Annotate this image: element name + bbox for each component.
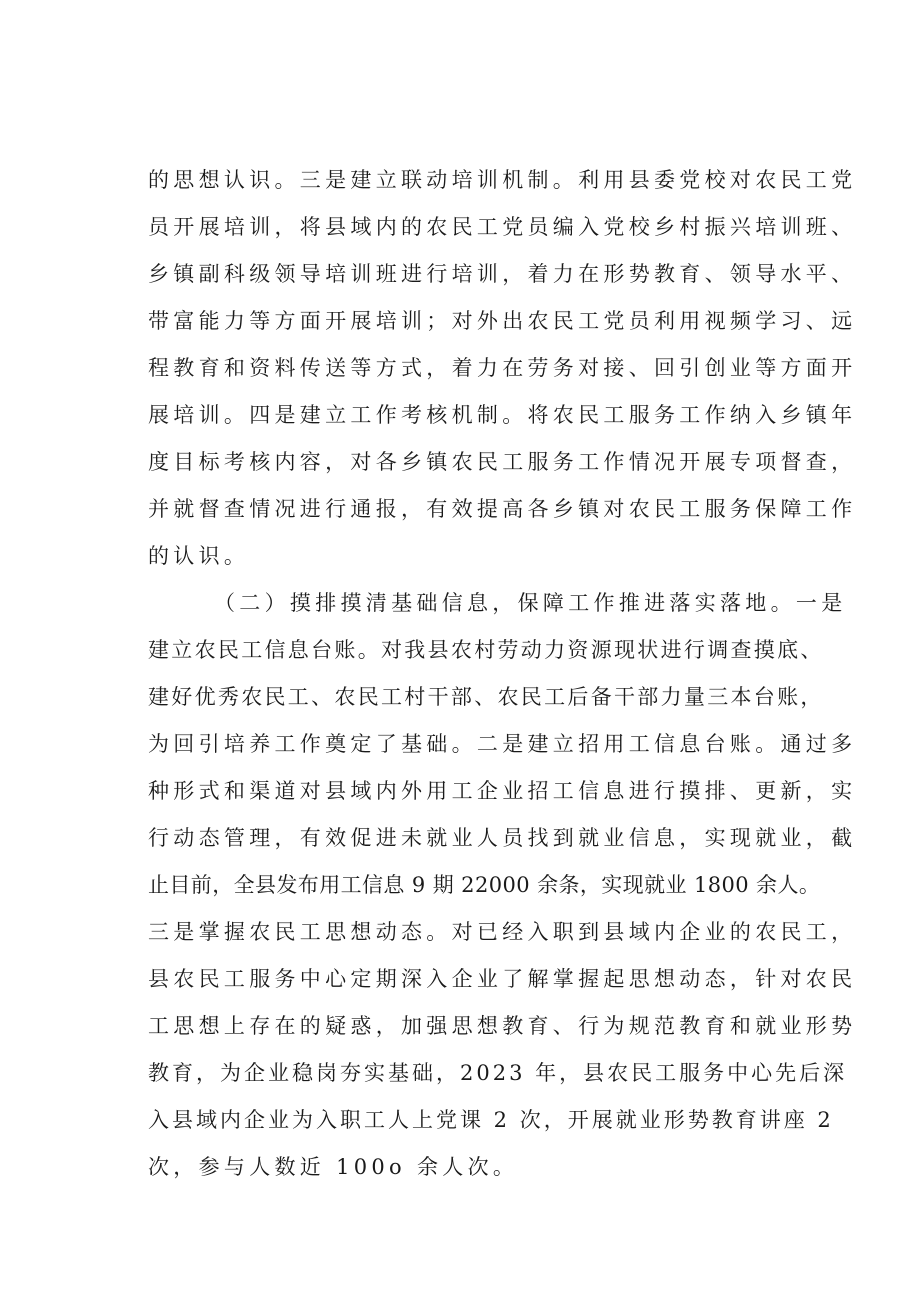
text-line: 止目前，全县发布用工信息 9 期 22000 余条，实现就业 1800 余人。: [148, 873, 821, 897]
text-line: 行动态管理，有效促进未就业人员找到就业信息，实现就业，截: [148, 826, 857, 850]
text-line: 展培训。四是建立工作考核机制。将农民工服务工作纳入乡镇年: [148, 403, 857, 427]
text-line: 度目标考核内容，对各乡镇农民工服务工作情况开展专项督查，: [148, 450, 857, 474]
text-line: 入县域内企业为入职工人上党课 2 次，开展就业形势教育讲座 2: [148, 1108, 834, 1132]
text-line: 为回引培养工作奠定了基础。二是建立招用工信息台账。通过多: [148, 732, 857, 756]
text-line: 种形式和渠道对县域内外用工企业招工信息进行摸排、更新，实: [148, 779, 857, 803]
text-line: 乡镇副科级领导培训班进行培训，着力在形势教育、领导水平、: [148, 262, 857, 286]
text-line: 带富能力等方面开展培训；对外出农民工党员利用视频学习、远: [148, 309, 857, 333]
text-line: 的思想认识。三是建立联动培训机制。利用县委党校对农民工党: [148, 168, 857, 192]
text-line: 县农民工服务中心定期深入企业了解掌握起思想动态，针对农民: [148, 967, 857, 991]
text-line: 工思想上存在的疑惑，加强思想教育、行为规范教育和就业形势: [148, 1014, 857, 1038]
text-line: 次，参与人数近 100o 余人次。: [148, 1155, 519, 1179]
text-line: 并就督查情况进行通报，有效提高各乡镇对农民工服务保障工作: [148, 497, 857, 521]
text-line: 教育，为企业稳岗夯实基础，2023 年，县农民工服务中心先后深: [148, 1061, 848, 1085]
text-line: 程教育和资料传送等方式，着力在劳务对接、回引创业等方面开: [148, 356, 857, 380]
text-line: 员开展培训，将县域内的农民工党员编入党校乡村振兴培训班、: [148, 215, 857, 239]
text-line: 建好优秀农民工、农民工村干部、农民工后备干部力量三本台账，: [148, 685, 824, 709]
text-line: 建立农民工信息台账。对我县农村劳动力资源现状进行调查摸底、: [148, 638, 824, 662]
text-line: 三是掌握农民工思想动态。对已经入职到县域内企业的农民工，: [148, 920, 857, 944]
text-line: （二）摸排摸清基础信息，保障工作推进落实落地。一是: [214, 591, 847, 615]
text-line: 的认识。: [148, 544, 250, 568]
document-body: [148, 157, 857, 1191]
